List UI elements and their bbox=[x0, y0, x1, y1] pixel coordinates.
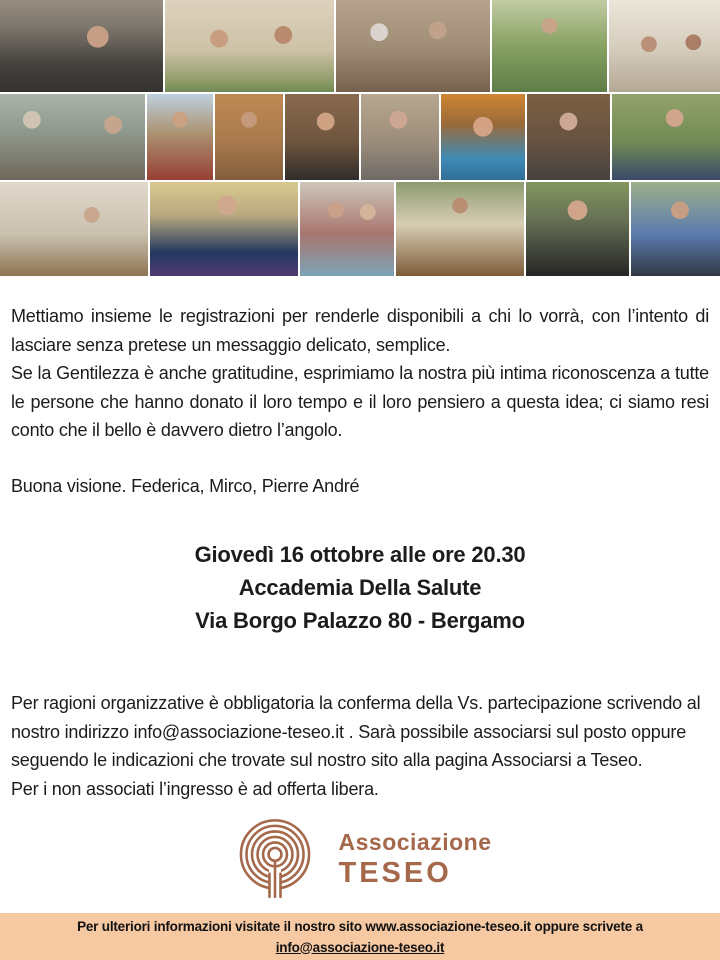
photo-man-park-bench bbox=[492, 0, 606, 92]
event-venue: Accademia Della Salute bbox=[238, 575, 482, 600]
photo-woman-meditating-deck bbox=[396, 182, 524, 276]
footer-info-line bbox=[77, 916, 643, 937]
photo-children-floral-sofa bbox=[165, 0, 334, 92]
photo-man-desk-pencils bbox=[631, 182, 720, 276]
photo-woman-gray-blazer bbox=[361, 94, 439, 180]
info-block bbox=[11, 689, 709, 803]
event-datetime: Giovedì 16 ottobre alle ore 20.30 bbox=[194, 542, 526, 567]
photo-women-blue-armchairs bbox=[300, 182, 394, 276]
photo-elderly-couple-study bbox=[336, 0, 490, 92]
labyrinth-logo-icon bbox=[229, 817, 321, 901]
photo-boy-garden-steps bbox=[612, 94, 720, 180]
event-address: Via Borgo Palazzo 80 - Bergamo bbox=[195, 608, 525, 633]
photo-elderly-man-sofa bbox=[0, 0, 163, 92]
association-logo bbox=[11, 817, 709, 901]
photo-man-glasses-library bbox=[285, 94, 359, 180]
intro-block bbox=[11, 302, 709, 445]
photo-man-navy-suit bbox=[150, 182, 298, 276]
logo-text bbox=[339, 828, 492, 890]
photo-collage bbox=[0, 0, 720, 276]
photo-couple-table-mountains bbox=[0, 94, 145, 180]
footer-text-post: oppure scrivete a bbox=[530, 918, 643, 934]
info-paragraph-1: Per ragioni organizzative è obbligatoria la conferma della Vs. partecipazione scrivendo al nostro indirizzo info@associazione-teseo.it . Sarà possibile associarsi sul posto oppure seguendo le indicazioni che trovate sul nostro sito alla pagina Associarsi a Teseo. bbox=[11, 693, 701, 770]
flyer-body bbox=[0, 302, 720, 901]
info-paragraph-2: Per i non associati l’ingresso è ad offerta libera. bbox=[11, 778, 379, 799]
footer-email-link[interactable]: info@associazione-teseo.it bbox=[275, 939, 445, 955]
intro-paragraph-1: Mettiamo insieme le registrazioni per renderle disponibili a chi lo vorrà, con l’intento di lasciare senza pretese un messaggio delicato, semplice. bbox=[11, 306, 709, 355]
logo-teseo-name: TESEO bbox=[338, 857, 452, 889]
footer-website-link[interactable]: www.associazione-teseo.it bbox=[365, 918, 531, 934]
footer-bar bbox=[0, 913, 720, 960]
photo-bearded-man-black-tee bbox=[526, 182, 630, 276]
photo-girls-arched-window bbox=[609, 0, 720, 92]
intro-paragraph-2: Se la Gentilezza è anche gratitudine, esprimiamo la nostra più intima riconoscenza a tutte le persone che hanno donato il loro tempo e il loro pensiero a questa idea; ci siamo resi conto che il bello è davvero dietro l’angolo. bbox=[11, 363, 709, 440]
photo-man-red-shirt-beach bbox=[147, 94, 213, 180]
photo-man-plaza-sculpture bbox=[0, 182, 148, 276]
photo-elderly-man-bookcase bbox=[527, 94, 610, 180]
signoff-line: Buona visione. Federica, Mirco, Pierre André bbox=[11, 475, 360, 496]
photo-man-blue-shirt-posters bbox=[441, 94, 524, 180]
event-details bbox=[11, 538, 709, 637]
photo-woman-heart-card bbox=[215, 94, 284, 180]
footer-text-pre: Per ulteriori informazioni visitate il nostro sito bbox=[77, 918, 366, 934]
logo-org-name: Associazione bbox=[338, 829, 492, 855]
